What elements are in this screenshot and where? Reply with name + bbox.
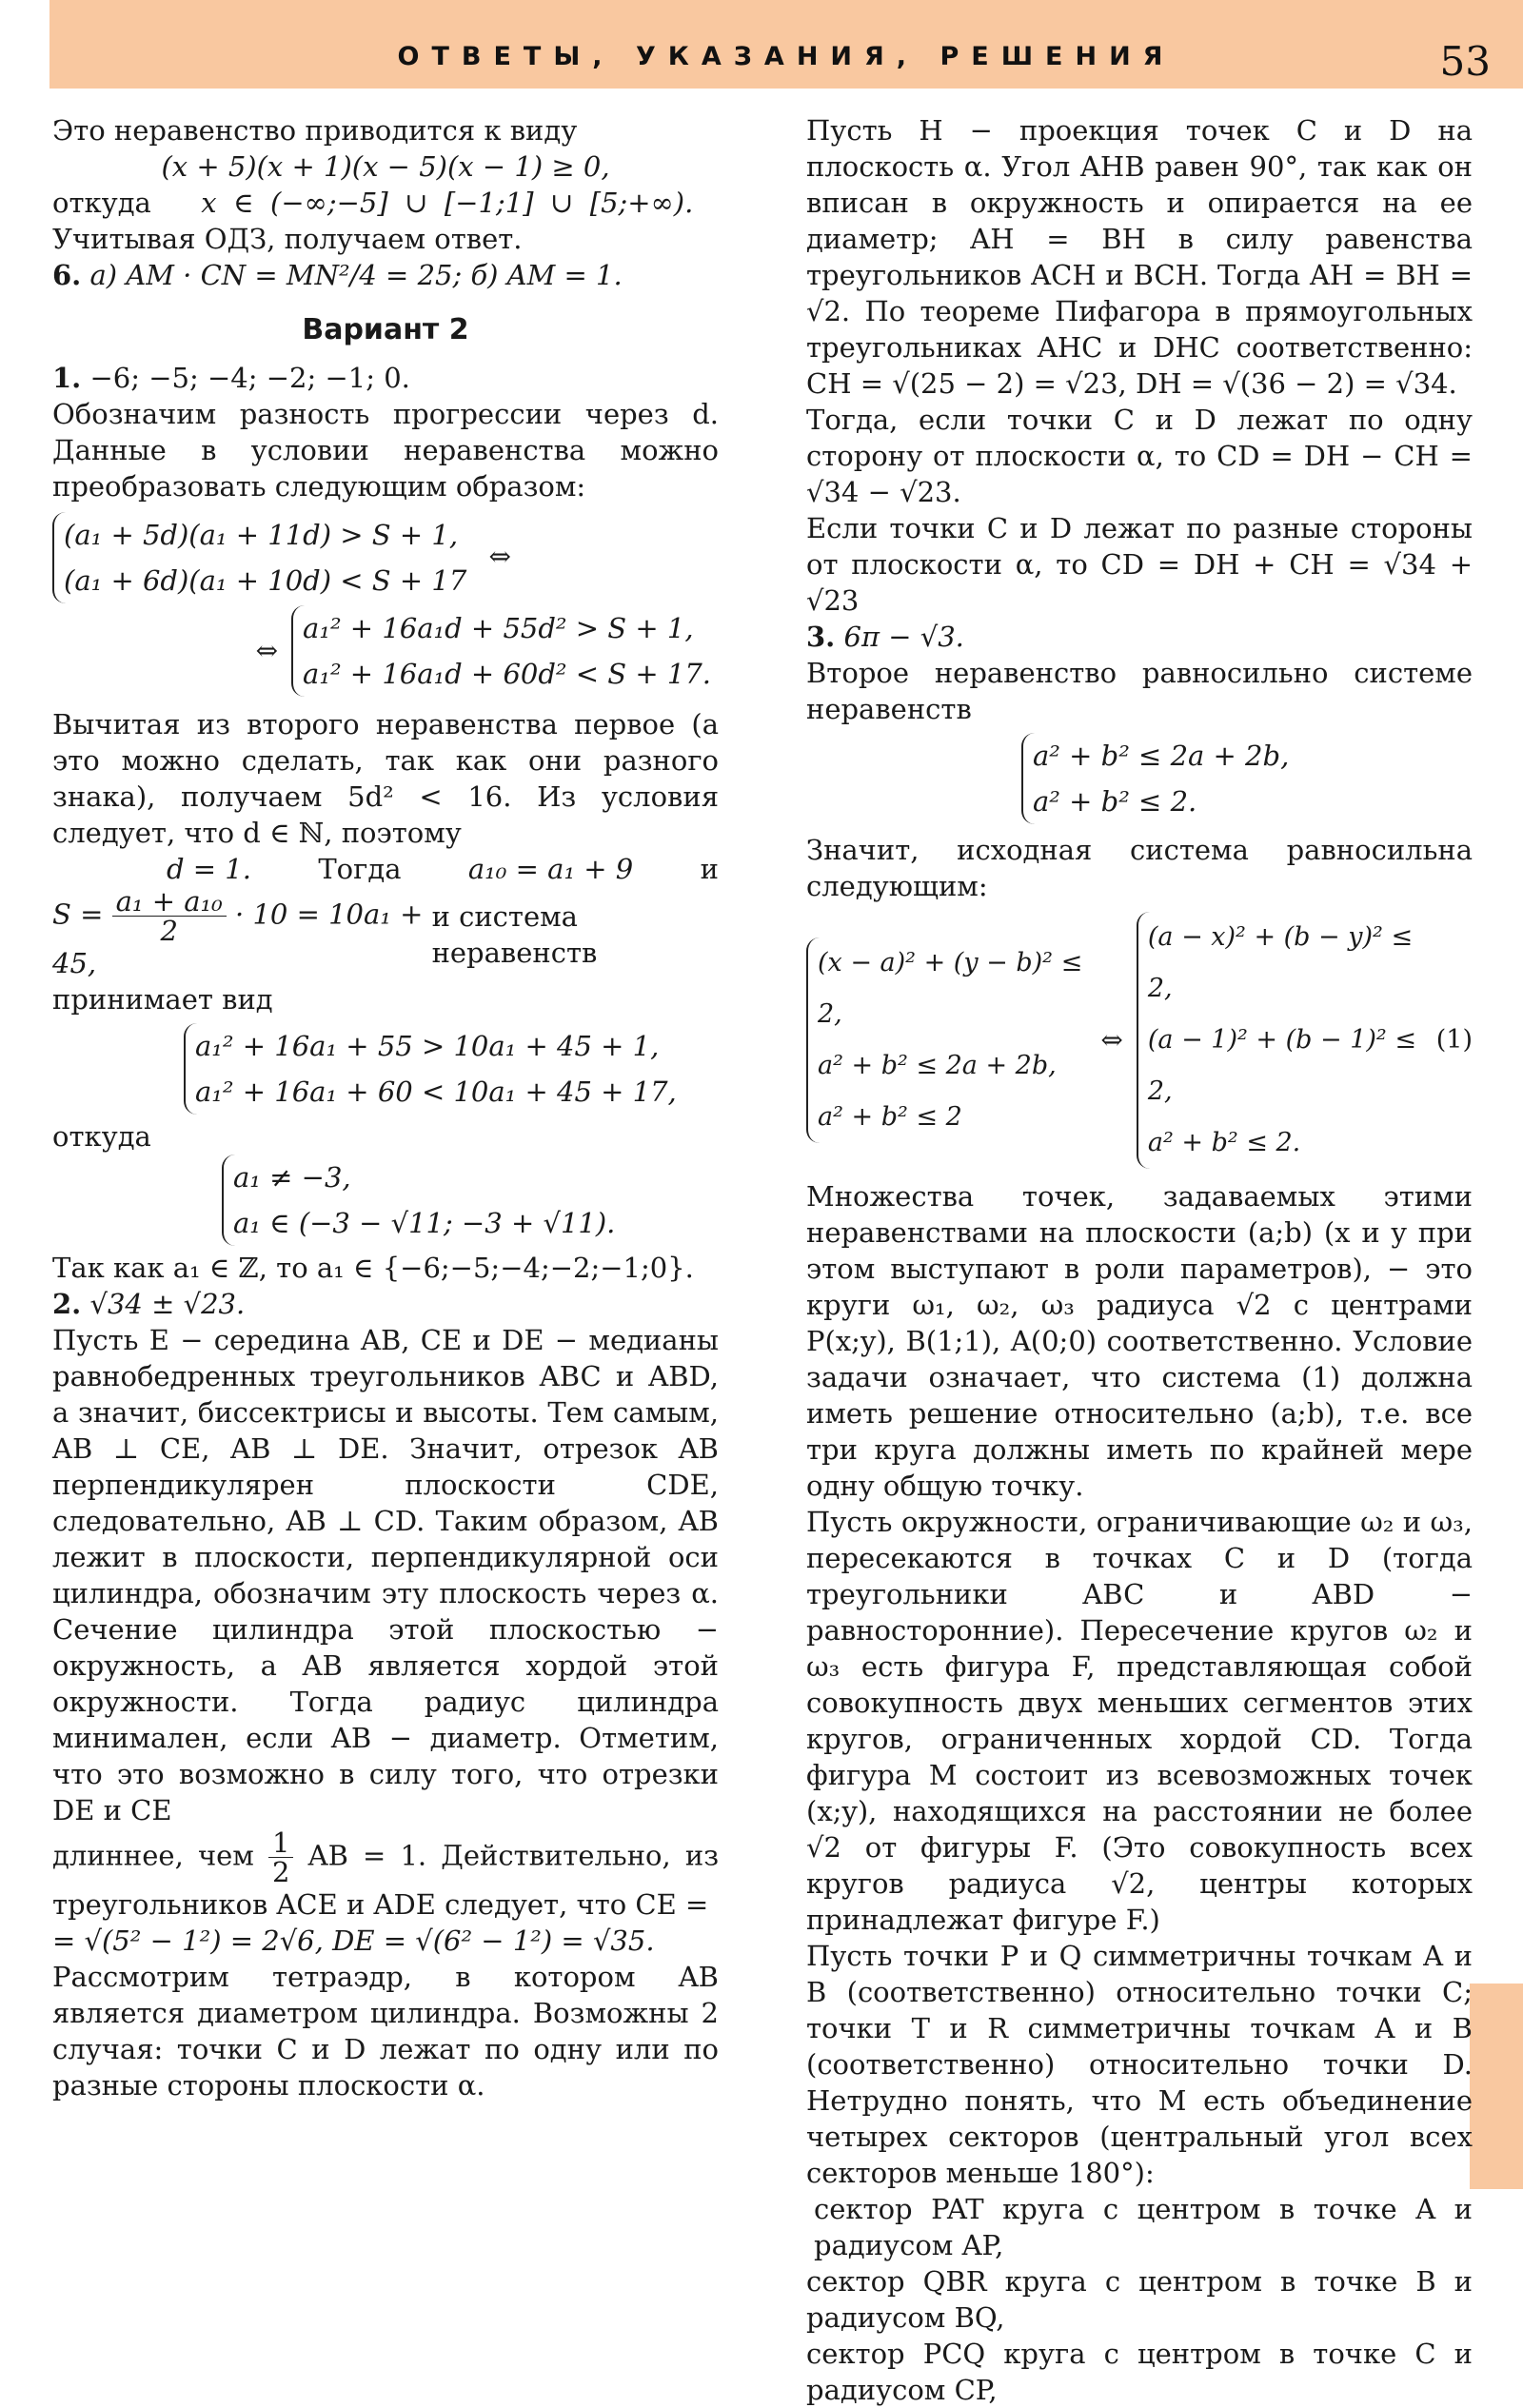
lengths-formula: = √(5² − 1²) = 2√6, DE = √(6² − 1²) = √35.: [52, 1924, 655, 1957]
system-e: a² + b² ≤ 2a + 2b, a² + b² ≤ 2.: [1021, 733, 1473, 824]
sector-pat: сектор PAT круга с центром в точке A и радиусом AP,: [814, 2193, 1473, 2261]
answer-1: 1. −6; −5; −4; −2; −1; 0.: [52, 362, 410, 394]
system-d: a₁ ≠ −3, a₁ ∈ (−3 − √11; −3 + √11).: [222, 1155, 719, 1246]
sector-qbr: сектор QBR круга с центром в точке B и радиусом BQ,: [806, 2265, 1473, 2334]
sum-formula-line: S = $\frac{\text{a₁ + a₁₀}}{2}$ · 10 = 10a₁ + 45, и система неравенств: [52, 885, 598, 979]
answer-2: 2. √34 ± √23.: [52, 1288, 246, 1320]
inequality-product: (x + 5)(x + 1)(x − 5)(x − 1) ≥ 0,: [161, 150, 610, 183]
side-tab-marker: [1470, 1984, 1523, 2189]
projection-text: Пусть H − проекция точек C и D на плоскость α. Угол AHB равен 90°, так как он вписан в окружность и опирается на ее диаметр; AH = BH в силу равенства треугольников ACH и BCH. Тогда AH = BH = √2. По теореме Пифагора в прямоугольных треугольниках AHC и DHC соответственно: CH = √(25 − 2) = √23, DH = √(36 − 2) = √34.: [806, 114, 1473, 400]
circles-intersection-text: Пусть окружности, ограничивающие ω₂ и ω₃, пересекаются в точках C и D (тогда треугольники ABC и ABD − равносторонние). Пересечение кругов ω₂ и ω₃ есть фигура F, представляющая собой совокупность двух меньших сегментов этих кругов, ограниченных хордой CD. Тогда фигура M состоит из всевозможных точек (x;y), находящихся на расстоянии не более √2 от фигуры F. (Это совокупность всех кругов радиуса √2, центры которых принадлежат фигуре F.): [806, 1506, 1473, 1936]
whence-text: откуда: [52, 1120, 151, 1153]
cylinder-text: Пусть E − середина AB, CE и DE − медианы равнобедренных треугольников ABC и ABD, а значит, биссектрисы и высоты. Тем самым, AB ⊥ CE, AB ⊥ DE. Значит, отрезок AB перпендикулярен плоскости CDE, следовательно, AB ⊥ CD. Таким образом, AB лежит в плоскости, перпендикулярной оси цилиндра, обозначим эту плоскость через α. Сечение цилиндра этой плоскостью − окружность, а AB является хордой этой окружности. Тогда радиус цилиндра минимален, если AB − диаметр. Отметим, что это возможно в силу того, что отрезки DE и CE: [52, 1324, 719, 1826]
solution-set-text: откуда x ∈ (−∞;−5] ∪ [−1;1] ∪ [5;+∞). Учитывая ОДЗ, получаем ответ.: [52, 187, 694, 255]
tetrahedron-text: Рассмотрим тетраэдр, в котором AB является диаметром цилиндра. Возможны 2 случая: точки C и D лежат по одну или по разные стороны плоскости α.: [52, 1961, 719, 2102]
answer-3: 3. 6π − √3.: [806, 621, 964, 653]
system-c: a₁² + 16a₁ + 55 > 10a₁ + 45 + 1, a₁² + 16a₁ + 60 < 10a₁ + 45 + 17,: [184, 1023, 719, 1115]
right-column: [806, 112, 1473, 2408]
takes-form-text: принимает вид: [52, 983, 273, 1016]
page-number: 53: [1439, 38, 1491, 85]
equation-number: (1): [1435, 1025, 1473, 1055]
intro-text: Это неравенство приводится к виду: [52, 114, 578, 147]
symmetric-points-text: Пусть точки P и Q симметричны точкам A и B (соответственно) относительно точки C; точки T и R симметричны точкам A и B (соответственно) относительно точки D. Нетрудно понять, что M есть объединение четырех секторов (центральный угол всех секторов меньше 180°):: [806, 1940, 1473, 2189]
d-value-line: d = 1. Тогда a₁₀ = a₁ + 9 и: [167, 853, 719, 885]
answer-6: 6. а) AM · CN = MN²/4 = 25; б) AM = 1.: [52, 259, 623, 291]
system-a: (a₁ + 5d)(a₁ + 11d) > S + 1, (a₁ + 6d)(a₁ + 10d) < S + 17 ⇔: [52, 512, 719, 603]
integer-solutions: Так как a₁ ∈ ℤ, то a₁ ∈ {−6;−5;−4;−2;−1;0}.: [52, 1252, 694, 1284]
system-f-g: (x − a)² + (y − b)² ≤ 2, a² + b² ≤ 2a + 2b, a² + b² ≤ 2 ⇔ (a − x)² + (b − y)² ≤ 2, (a − 1)² + (b − 1)² ≤ 2, a² + b² ≤ 2. (1): [806, 912, 1473, 1169]
system-b: ⇔ a₁² + 16a₁d + 55d² > S + 1, a₁² + 16a₁d + 60d² < S + 17.: [52, 605, 719, 697]
equivalent-system-text: Значит, исходная система равносильна следующим:: [806, 834, 1473, 902]
running-header-title: ОТВЕТЫ, УКАЗАНИЯ, РЕШЕНИЯ: [397, 42, 1176, 71]
header-band: [49, 0, 1523, 89]
left-column: [52, 112, 719, 2103]
subtraction-text: Вычитая из второго неравенства первое (а это можно сделать, так как они разного знака), получаем 5d² < 16. Из условия следует, что d ∈ ℕ, поэтому: [52, 708, 719, 849]
same-side-text: Тогда, если точки C и D лежат по одну сторону от плоскости α, то CD = DH − CH = √34 − √23.: [806, 404, 1473, 508]
point-sets-text: Множества точек, задаваемых этими неравенствами на плоскости (a;b) (x и y при этом выступают в роли параметров), − это круги ω₁, ω₂, ω₃ радиуса √2 с центрами P(x;y), B(1;1), A(0;0) соответственно. Условие задачи означает, что система (1) должна иметь решение относительно (a;b), т.е. все три круга должны иметь по крайней мере одну общую точку.: [806, 1180, 1473, 1502]
progression-text: Обозначим разность прогрессии через d. Данные в условии неравенства можно преобразовать следующим образом:: [52, 398, 719, 503]
section-title-variant-2: Вариант 2: [302, 313, 469, 346]
sector-pcq: сектор PCQ круга с центром в точке C и радиусом CP,: [806, 2338, 1473, 2406]
longer-than-text: длиннее, чем $\frac{1}{2}$ AB = 1. Действительно, из треугольников ACE и ADE следует, что CE =: [52, 1826, 720, 1921]
opposite-side-text: Если точки C и D лежат по разные стороны от плоскости α, то CD = DH + CH = √34 + √23: [806, 512, 1473, 617]
second-inequality-text: Второе неравенство равносильно системе неравенств: [806, 657, 1473, 725]
